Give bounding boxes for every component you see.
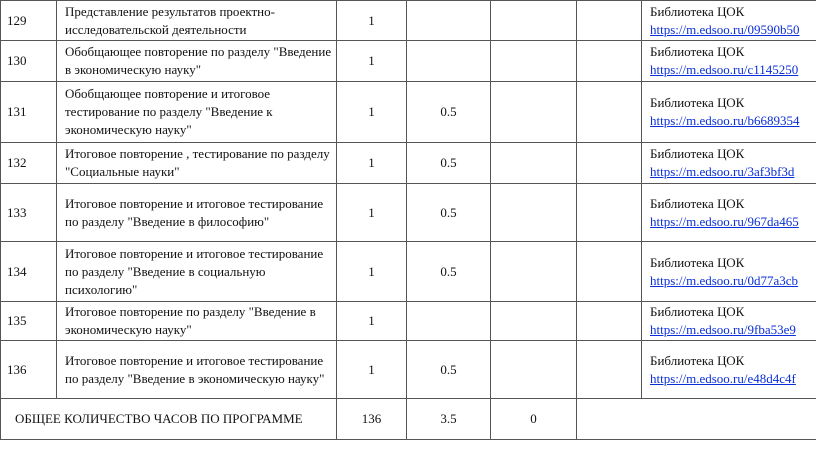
lesson-test-hours xyxy=(407,41,491,82)
total-test-hours: 3.5 xyxy=(407,399,491,440)
resource-link[interactable]: https://m.edsoo.ru/967da465 xyxy=(650,213,799,229)
lesson-practice-hours xyxy=(491,143,577,184)
total-empty-cell xyxy=(577,399,816,440)
lesson-resource xyxy=(642,1,816,41)
table-row xyxy=(1,184,816,242)
lesson-number: 136 xyxy=(1,341,57,399)
lesson-date xyxy=(577,242,642,302)
lesson-number: 129 xyxy=(1,1,57,41)
lesson-test-hours: 0.5 xyxy=(407,184,491,242)
lesson-date xyxy=(577,341,642,399)
lesson-topic: Итоговое повторение по разделу "Введение в экономическую науку" xyxy=(57,302,337,341)
resource-link[interactable]: https://m.edsoo.ru/c1145250 xyxy=(650,62,799,77)
lesson-date xyxy=(577,184,642,242)
lesson-test-hours xyxy=(407,1,491,41)
lesson-resource xyxy=(642,302,816,341)
lesson-resource xyxy=(642,143,816,184)
resource-link[interactable]: https://m.edsoo.ru/e48d4c4f xyxy=(650,370,796,386)
resource-link[interactable]: https://m.edsoo.ru/09590b50 xyxy=(650,21,800,37)
lesson-resource xyxy=(642,184,816,242)
library-label: Библиотека ЦОК xyxy=(650,44,745,59)
lesson-topic: Обобщающее повторение по разделу "Введение в экономическую науку" xyxy=(57,41,337,82)
lesson-number: 133 xyxy=(1,184,57,242)
lesson-topic: Итоговое повторение , тестирование по разделу "Социальные науки" xyxy=(57,143,337,184)
lesson-hours: 1 xyxy=(337,41,407,82)
lesson-resource xyxy=(642,41,816,82)
lesson-date xyxy=(577,143,642,184)
lesson-date xyxy=(577,82,642,143)
library-label: Библиотека ЦОК xyxy=(650,352,745,368)
resource-link[interactable]: https://m.edsoo.ru/9fba53e9 xyxy=(650,322,796,337)
library-label: Библиотека ЦОК xyxy=(650,95,745,110)
table-row xyxy=(1,341,816,399)
library-label: Библиотека ЦОК xyxy=(650,254,745,270)
lesson-number: 131 xyxy=(1,82,57,143)
table-row xyxy=(1,41,816,82)
table-row xyxy=(1,302,816,341)
lesson-practice-hours xyxy=(491,82,577,143)
lesson-hours: 1 xyxy=(337,1,407,41)
lesson-topic: Итоговое повторение и итоговое тестирование по разделу "Введение в философию" xyxy=(57,184,337,242)
table-row xyxy=(1,1,816,41)
lesson-number: 134 xyxy=(1,242,57,302)
lesson-hours: 1 xyxy=(337,242,407,302)
lesson-date xyxy=(577,1,642,41)
lesson-practice-hours xyxy=(491,184,577,242)
total-label: ОБЩЕЕ КОЛИЧЕСТВО ЧАСОВ ПО ПРОГРАММЕ xyxy=(1,399,337,440)
lesson-date xyxy=(577,41,642,82)
lesson-hours: 1 xyxy=(337,82,407,143)
lesson-topic: Представление результатов проектно-исследовательской деятельности xyxy=(57,1,337,41)
lesson-number: 130 xyxy=(1,41,57,82)
lesson-practice-hours xyxy=(491,41,577,82)
lesson-date xyxy=(577,302,642,341)
lesson-number: 132 xyxy=(1,143,57,184)
lesson-practice-hours xyxy=(491,341,577,399)
total-hours: 136 xyxy=(337,399,407,440)
lesson-test-hours xyxy=(407,302,491,341)
lesson-practice-hours xyxy=(491,302,577,341)
lesson-topic: Итоговое повторение и итоговое тестирование по разделу "Введение в социальную психологию" xyxy=(57,242,337,302)
table-row xyxy=(1,242,816,302)
resource-link[interactable]: https://m.edsoo.ru/3af3bf3d xyxy=(650,164,795,179)
lesson-topic: Обобщающее повторение и итоговое тестирование по разделу "Введение к экономическую науку" xyxy=(57,82,337,143)
lesson-resource xyxy=(642,82,816,143)
table-row xyxy=(1,143,816,184)
total-practice-hours: 0 xyxy=(491,399,577,440)
lesson-hours: 1 xyxy=(337,184,407,242)
total-row xyxy=(1,399,816,440)
lesson-resource xyxy=(642,242,816,302)
library-label: Библиотека ЦОК xyxy=(650,304,745,319)
lesson-practice-hours xyxy=(491,242,577,302)
lesson-test-hours: 0.5 xyxy=(407,82,491,143)
table-row xyxy=(1,82,816,143)
lesson-topic: Итоговое повторение и итоговое тестирование по разделу "Введение в экономическую науку" xyxy=(57,341,337,399)
lesson-practice-hours xyxy=(491,1,577,41)
resource-link[interactable]: https://m.edsoo.ru/0d77a3cb xyxy=(650,272,799,288)
lesson-hours: 1 xyxy=(337,143,407,184)
library-label: Библиотека ЦОК xyxy=(650,3,745,19)
lesson-resource xyxy=(642,341,816,399)
resource-link[interactable]: https://m.edsoo.ru/b6689354 xyxy=(650,113,800,128)
library-label: Библиотека ЦОК xyxy=(650,195,745,211)
lesson-test-hours: 0.5 xyxy=(407,143,491,184)
lesson-number: 135 xyxy=(1,302,57,341)
library-label: Библиотека ЦОК xyxy=(650,146,745,161)
lesson-test-hours: 0.5 xyxy=(407,341,491,399)
lesson-test-hours: 0.5 xyxy=(407,242,491,302)
lesson-hours: 1 xyxy=(337,341,407,399)
lesson-hours: 1 xyxy=(337,302,407,341)
